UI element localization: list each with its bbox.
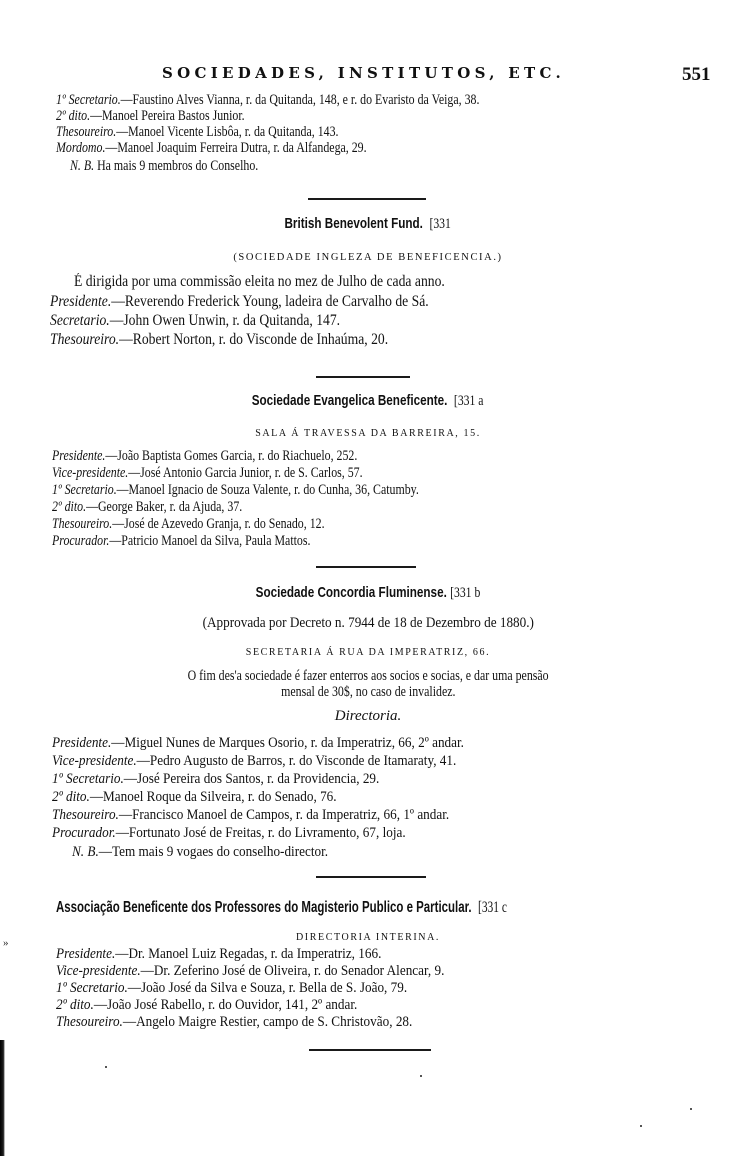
- description-text: mensal de 30$, no caso de invalidez.: [280, 684, 456, 700]
- approval-text: (Approvada por Decreto n. 7944 de 18 de Dezembro de 1880.): [202, 615, 534, 631]
- member-text: —Reverendo Frederick Young, ladeira de Carvalho de Sá.: [111, 293, 429, 310]
- note-label: N. B.: [70, 158, 95, 174]
- member-line: [52, 825, 406, 841]
- member-line: [52, 789, 337, 805]
- member-text: —Pedro Augusto de Barros, r. do Visconde de Itamaraty, 41.: [136, 753, 457, 769]
- member-line: [50, 294, 429, 310]
- member-text: —Dr. Manoel Luiz Regadas, r. da Imperatriz, 166.: [115, 946, 382, 962]
- member-text: —Dr. Zeferino José de Oliveira, r. do Senador Alencar, 9.: [140, 963, 445, 979]
- section-ref: [331 a: [454, 393, 484, 409]
- member-text: —Faustino Alves Vianna, r. da Quitanda, 148, e r. do Evaristo da Veiga, 38.: [120, 92, 480, 108]
- note-text: Ha mais 9 membros do Conselho.: [97, 158, 259, 174]
- member-text: —Francisco Manoel de Campos, r. da Imperatriz, 66, 1º andar.: [118, 807, 450, 823]
- section-ref: [331 c: [477, 899, 507, 916]
- member-line: [56, 140, 367, 156]
- board-label: Directoria.: [334, 708, 402, 724]
- member-role: Thesoureiro.: [52, 516, 113, 532]
- member-role: Thesoureiro.: [56, 1014, 123, 1030]
- member-text: —José Pereira dos Santos, r. da Providencia, 29.: [123, 771, 380, 787]
- scan-speck: [420, 1075, 422, 1077]
- note-text: —Tem mais 9 vogaes do conselho-director.: [98, 844, 329, 860]
- member-line: [52, 753, 456, 769]
- member-role: Procurador.: [52, 825, 116, 841]
- member-text: —Manoel Roque da Silveira, r. do Senado, 76.: [89, 789, 337, 805]
- member-line: [52, 516, 325, 532]
- member-role: 1º Secretario.: [56, 92, 121, 108]
- member-role: Vice-presidente.: [56, 963, 141, 979]
- member-text: —John Owen Unwin, r. da Quitanda, 147.: [109, 312, 341, 329]
- member-text: —Patricio Manoel da Silva, Paula Mattos.: [109, 533, 311, 549]
- section-heading: [0, 393, 736, 409]
- scan-speck: [690, 1108, 692, 1110]
- note-line: [70, 158, 258, 174]
- member-role: 2º dito.: [52, 499, 87, 515]
- scan-edge-shadow: [0, 1040, 5, 1156]
- member-role: Thesoureiro.: [52, 807, 119, 823]
- member-text: —Manoel Joaquim Ferreira Dutra, r. da Alfandega, 29.: [105, 140, 367, 156]
- member-line: [52, 448, 357, 464]
- member-text: —George Baker, r. da Ajuda, 37.: [86, 499, 243, 515]
- page-number: 551: [682, 64, 711, 85]
- member-role: 1º Secretario.: [56, 980, 128, 996]
- member-text: —Manoel Vicente Lisbôa, r. da Quitanda, 143.: [116, 124, 339, 140]
- section-ref: [331: [429, 216, 452, 232]
- member-role: Secretario.: [50, 312, 110, 329]
- member-role: Procurador.: [52, 533, 110, 549]
- member-role: Mordomo.: [56, 140, 106, 156]
- member-line: [52, 771, 379, 787]
- scan-speck: [640, 1125, 642, 1127]
- member-role: Presidente.: [52, 448, 106, 464]
- member-role: Thesoureiro.: [56, 124, 117, 140]
- section-name: Sociedade Concordia Fluminense.: [255, 584, 447, 601]
- member-role: 1º Secretario.: [52, 771, 124, 787]
- member-line: [52, 482, 419, 498]
- member-line: [56, 1014, 412, 1030]
- member-role: Presidente.: [56, 946, 116, 962]
- margin-mark-icon: »: [3, 937, 9, 949]
- member-text: —Fortunato José de Freitas, r. do Livramento, 67, loja.: [115, 825, 406, 841]
- member-line: [52, 465, 363, 481]
- member-line: [52, 499, 242, 515]
- member-role: 2º dito.: [56, 108, 91, 124]
- section-divider: [308, 198, 426, 200]
- member-text: —Miguel Nunes de Marques Osorio, r. da Imperatriz, 66, 2º andar.: [111, 735, 464, 751]
- section-divider: [316, 876, 426, 878]
- member-text: —João José Rabello, r. do Ouvidor, 141, 2º andar.: [93, 997, 358, 1013]
- member-role: Presidente.: [52, 735, 112, 751]
- member-text: —João Baptista Gomes Garcia, r. do Riachuelo, 252.: [105, 448, 358, 464]
- approval-line: [0, 615, 736, 631]
- section-name: Sociedade Evangelica Beneficente.: [252, 392, 448, 409]
- section-description: É dirigida por uma commissão eleita no mez de Julho de cada anno.: [74, 273, 445, 290]
- running-head: [0, 64, 736, 88]
- member-line: [56, 963, 444, 979]
- section-divider: [316, 376, 410, 378]
- member-line: [56, 108, 245, 124]
- member-line: [56, 92, 479, 108]
- section-name: British Benevolent Fund.: [284, 215, 424, 232]
- member-line: [56, 124, 339, 140]
- member-line: [50, 332, 388, 348]
- member-role: Vice-presidente.: [52, 465, 129, 481]
- member-line: [50, 313, 340, 329]
- member-line: [52, 533, 310, 549]
- member-line: [56, 946, 381, 962]
- member-role: 1º Secretario.: [52, 482, 117, 498]
- section-heading: [56, 900, 665, 916]
- section-subtitle: (SOCIEDADE INGLEZA DE BENEFICENCIA.): [233, 252, 503, 263]
- section-subtitle: SECRETARIA Á RUA DA IMPERATRIZ, 66.: [245, 647, 491, 658]
- member-line: [52, 735, 464, 751]
- member-role: 2º dito.: [52, 789, 90, 805]
- member-text: —Manoel Ignacio de Souza Valente, r. do Cunha, 36, Catumby.: [116, 482, 419, 498]
- running-title: SOCIEDADES, INSTITUTOS, ETC.: [162, 64, 565, 82]
- member-role: Presidente.: [50, 293, 112, 310]
- section-ref: [331 b: [450, 585, 481, 601]
- member-text: —João José da Silva e Souza, r. Bella de S. João, 79.: [127, 980, 408, 996]
- description-text: O fim des'a sociedade é fazer enterros aos socios e socias, e dar uma pensão: [187, 668, 549, 684]
- member-role: Vice-presidente.: [52, 753, 137, 769]
- section-name: Associação Beneficente dos Professores do Magisterio Publico e Particular.: [56, 899, 472, 916]
- note-line: [72, 844, 328, 860]
- section-subtitle: SALA Á TRAVESSA DA BARREIRA, 15.: [255, 428, 481, 439]
- note-label: N. B.: [72, 844, 99, 860]
- section-heading: [0, 216, 736, 232]
- section-divider: [309, 1049, 431, 1051]
- section-divider: [316, 566, 416, 568]
- member-role: 2º dito.: [56, 997, 94, 1013]
- member-text: —Robert Norton, r. do Visconde de Inhaúma, 20.: [119, 331, 389, 348]
- member-line: [56, 997, 357, 1013]
- section-subtitle: DIRECTORIA INTERINA.: [295, 932, 441, 943]
- member-line: [56, 980, 407, 996]
- section-heading: [0, 585, 736, 601]
- member-text: —José de Azevedo Granja, r. do Senado, 12.: [112, 516, 325, 532]
- member-text: —Manoel Pereira Bastos Junior.: [90, 108, 245, 124]
- member-role: Thesoureiro.: [50, 331, 120, 348]
- scan-speck: [105, 1066, 107, 1068]
- member-text: —Angelo Maigre Restier, campo de S. Christovão, 28.: [122, 1014, 413, 1030]
- description-line: [0, 668, 736, 684]
- description-line: [0, 684, 736, 700]
- member-line: [52, 807, 449, 823]
- member-text: —José Antonio Garcia Junior, r. de S. Carlos, 57.: [128, 465, 363, 481]
